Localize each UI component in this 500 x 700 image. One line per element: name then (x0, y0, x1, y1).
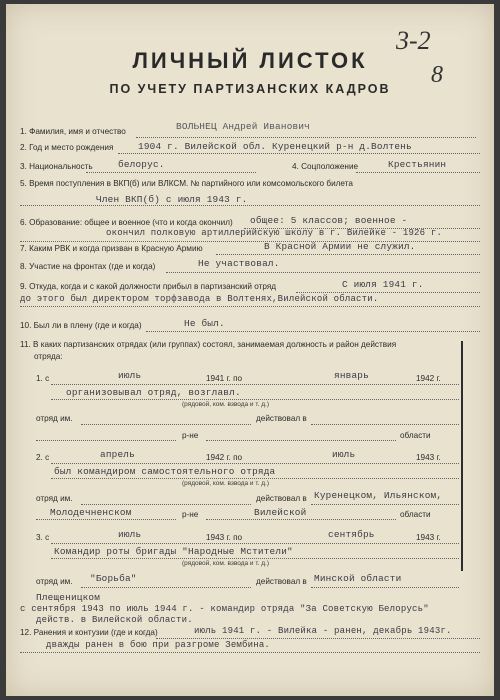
field-4-line (356, 172, 480, 173)
entry-1-rayon-line (36, 440, 176, 441)
entry-1-oblast-line (206, 440, 396, 441)
entry-2-oblast: Вилейской (254, 507, 307, 518)
field-9-value-b: до этого был директором торфзавода в Волтенях,Вилейской области. (20, 294, 379, 304)
field-11-label: 11. В каких партизанских отрядах (или группах) состоял, занимаемая должность и район действия (20, 340, 397, 349)
field-11-sublabel: отряда: (34, 352, 63, 361)
field-2-line (118, 153, 480, 154)
field-7-value: В Красной Армии не служил. (264, 241, 416, 252)
field-3-value: белорус. (118, 159, 165, 170)
entry-2-oblast-label: области (400, 510, 431, 519)
entry-1-acted-label: действовал в (256, 414, 307, 423)
field-7-line (216, 254, 480, 255)
overflow-line-a: с сентября 1943 по июль 1944 г. - командир отряда "За Советскую Белорусь" (20, 604, 429, 614)
entry-2-year-label: 194 (206, 453, 220, 462)
entry-2-area: Куренецком, Ильянском, (314, 490, 443, 501)
entry-1-year-label: 194 (206, 374, 220, 383)
field-9-line-a (296, 292, 480, 293)
entry-1-to-month: январь (334, 370, 369, 381)
entry-2-area-line (311, 504, 459, 505)
entries-bracket (461, 341, 463, 571)
entry-1-oblast-label: области (400, 431, 431, 440)
field-12-label: 12. Ранения и контузии (где и когда) (20, 628, 158, 637)
entry-1-detachment-line (81, 424, 251, 425)
field-10-label: 10. Был ли в плену (где и когда) (20, 321, 142, 330)
entry-3-area: Минской области (314, 573, 402, 584)
field-8-value: Не участвовал. (198, 258, 280, 269)
entry-2-position: был командиром самостоятельного отряда (54, 466, 276, 477)
field-5-value: Член ВКП(б) с июля 1943 г. (96, 194, 248, 205)
entry-2-detachment-line (81, 504, 251, 505)
entry-1-position: организовывал отряд, возглавл. (66, 387, 241, 398)
entry-3-date-line (51, 543, 459, 544)
entry-3-po-label: по (233, 533, 243, 542)
entry-2-rayon-label: р-не (182, 510, 199, 519)
entry-2-g-label: г. (226, 453, 231, 462)
entry-1-to-year-label: 194 (416, 374, 430, 383)
field-6-value-b: окончил полковую артиллерийскую школу в г. Вилейке - 1926 г. (106, 228, 443, 238)
field-10-line (146, 331, 480, 332)
entry-2-to-month: июль (332, 449, 356, 460)
entry-3-g-label: г. (226, 533, 231, 542)
entry-2-date-line (51, 463, 459, 464)
entry-2-rank-note: (рядовой, ком. взвода и т. д.) (182, 480, 269, 487)
entry-1-from-year: 1 (219, 374, 225, 383)
entry-2-rayon-line (36, 519, 176, 520)
field-8-line (166, 272, 480, 273)
entry-1-position-line (51, 399, 459, 400)
field-4-value: Крестьянин (388, 159, 447, 170)
entry-2-position-line (51, 478, 459, 479)
field-10-value: Не был. (184, 318, 225, 329)
field-9-value-a: С июля 1941 г. (342, 279, 424, 290)
entry-2-to-year: 3 (429, 453, 435, 462)
entry-1-rank-note: (рядовой, ком. взвода и т. д.) (182, 401, 269, 408)
entry-3-to-year: 3 (429, 533, 435, 542)
entry-1-detachment-label: отряд им. (36, 414, 73, 423)
entry-2-to-g: г. (436, 453, 441, 462)
entry-3-year-label: 194 (206, 533, 220, 542)
field-6-label: 6. Образование: общее и военное (что и когда окончил) (20, 218, 233, 227)
entry-3-to-g: г. (436, 533, 441, 542)
entry-2-detachment-label: отряд им. (36, 494, 73, 503)
entry-3-detachment: "Борьба" (90, 573, 137, 584)
field-1-label: 1. Фамилия, имя и отчество (20, 127, 126, 136)
entry-2-from-year: 2 (219, 453, 225, 462)
entry-1-to-g: г. (436, 374, 441, 383)
entry-3-extra: Плещеницком (36, 592, 101, 603)
entry-2-acted-label: действовал в (256, 494, 307, 503)
entry-3-rank-note: (рядовой, ком. взвода и т. д.) (182, 560, 269, 567)
personal-record-sheet (6, 4, 494, 696)
field-5-label: 5. Время поступления в ВКП(б) или ВЛКСМ. № партийного или комсомольского билета (20, 179, 353, 188)
entry-3-position-line (51, 558, 459, 559)
entry-2-from-label: 2. с (36, 453, 50, 462)
entry-3-acted-label: действовал в (256, 577, 307, 586)
handwritten-number: 3-2 (396, 26, 431, 55)
entry-2-extra: Молодечненском (50, 507, 132, 518)
field-5-line (20, 205, 480, 206)
entry-3-detachment-line (81, 587, 251, 588)
entry-3-to-month: сентябрь (328, 529, 375, 540)
entry-3-from-month: июль (118, 529, 142, 540)
field-4-label: 4. Соцположение (292, 162, 359, 171)
entry-3-to-year-label: 194 (416, 533, 430, 542)
handwritten-mark: 8 (431, 62, 443, 88)
field-2-value: 1904 г. Вилейской обл. Куренецкий р-н д.Волтень (138, 141, 412, 152)
entry-2-po-label: по (233, 453, 243, 462)
field-3-label: 3. Национальность (20, 162, 93, 171)
entry-2-from-month: апрель (100, 449, 135, 460)
entry-1-date-line (51, 384, 459, 385)
entry-3-from-label: 3. с (36, 533, 50, 542)
entry-3-from-year: 3 (219, 533, 225, 542)
entry-3-position: Командир роты бригады "Народные Мстители" (54, 546, 293, 557)
overflow-line-b: действ. в Вилейской области. (36, 615, 193, 625)
field-12-value-a: июль 1941 г. - Вилейка - ранен, декабрь 1943г. (194, 626, 452, 636)
field-12-line-a (156, 638, 480, 639)
field-9-line-b (20, 306, 480, 307)
field-7-label: 7. Каким РВК и когда призван в Красную Армию (20, 244, 203, 253)
entry-1-area-line (311, 424, 459, 425)
field-3-line (86, 172, 256, 173)
entry-2-oblast-line (206, 519, 396, 520)
field-1-value: ВОЛЬНЕЦ Андрей Иванович (176, 121, 310, 132)
field-12-line-b (20, 652, 480, 653)
field-2-label: 2. Год и место рождения (20, 143, 114, 152)
field-1-line (136, 137, 476, 138)
entry-3-detachment-label: отряд им. (36, 577, 73, 586)
field-12-value-b: дважды ранен в бою при разгроме Зембина. (46, 640, 271, 650)
field-8-label: 8. Участие на фронтах (где и когда) (20, 262, 156, 271)
entry-1-from-label: 1. с (36, 374, 50, 383)
entry-1-po-label: по (233, 374, 243, 383)
field-9-label: 9. Откуда, когда и с какой должности прибыл в партизанский отряд (20, 282, 277, 291)
page-title: ЛИЧНЫЙ ЛИСТОК (132, 48, 368, 73)
entry-3-area-line (311, 587, 459, 588)
entry-1-from-month: июль (118, 370, 142, 381)
entry-2-to-year-label: 194 (416, 453, 430, 462)
entry-1-rayon-label: р-не (182, 431, 199, 440)
entry-1-to-year: 2 (429, 374, 435, 383)
field-6-value-a: общее: 5 классов; военное - (250, 215, 408, 226)
page-subtitle: ПО УЧЕТУ ПАРТИЗАНСКИХ КАДРОВ (109, 82, 391, 96)
entry-1-g-label: г. (226, 374, 231, 383)
